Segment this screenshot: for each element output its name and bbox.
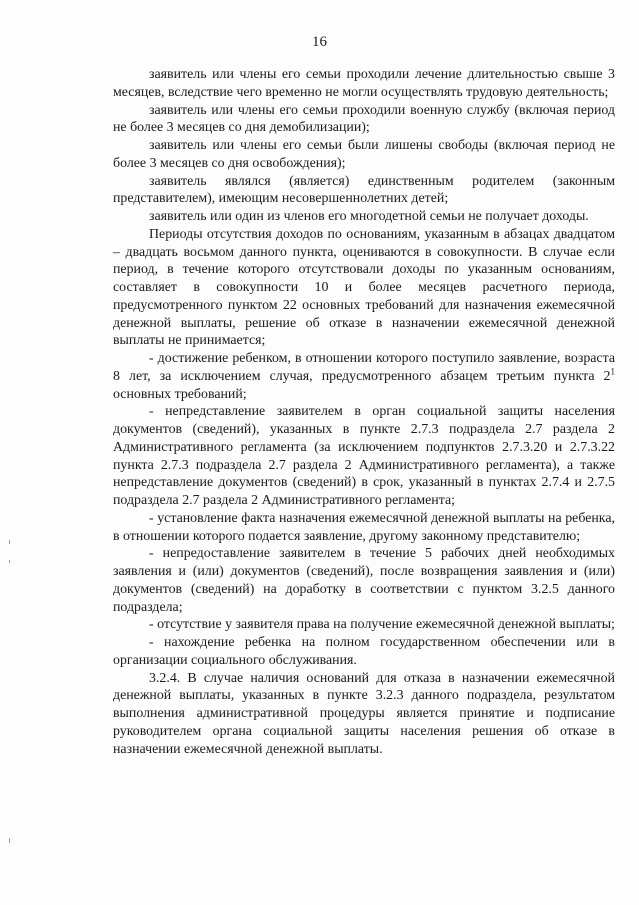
paragraph-state-support: - нахождение ребенка на полном государственном обеспечении или в организации социального обслуживания. [113, 635, 615, 668]
scan-artifact [9, 838, 10, 843]
paragraph-large-family: заявитель или один из членов его многодетной семьи не получает доходы. [149, 209, 589, 224]
footnote-superscript: 1 [610, 366, 615, 377]
document-body [113, 66, 615, 758]
paragraph-imprisonment: заявитель или члены его семьи были лишены свободы (включая период не более 3 месяцев со дня освобождения); [113, 138, 615, 171]
paragraph-no-right: - отсутствие у заявителя права на получение ежемесячной денежной выплаты; [149, 617, 615, 633]
paragraph-child-age: - достижение ребенком, в отношении которого поступило заявление, возраста 8 лет, за исключением случая, предусмотренного абзацем третьим пункта $2^1$ основных требований; [113, 351, 615, 402]
paragraph-military-service: заявитель или члены его семьи проходили военную службу (включая период не более 3 месяцев со дня демобилизации); [113, 102, 615, 136]
paragraph-documents-not-submitted: - непредставление заявителем в орган социальной защиты населения документов (сведений), указанных в пункте 2.7.3 подраздела 2.7 раздела 2 Административного регламента (за исключением подпунктов 2.7.3.20 и 2.7.3.22 пункта 2.7.3 подраздела 2.7 раздела 2 Административного регламента), а также непредставление документов (сведений) в срок, указанный в пунктах 2.7.4 и 2.7.5 подраздела 2.7 раздела 2 Административного регламента; [113, 404, 615, 508]
scan-artifact [9, 540, 10, 544]
paragraph-single-parent: заявитель являлся (является) единственным родителем (законным представителем), имеющим несовершеннолетних детей; [113, 173, 615, 207]
paragraph-payment-already-assigned: - установление факта назначения ежемесячной денежной выплаты на ребенка, в отношении которого подается заявление, другому законному представителю; [113, 510, 615, 544]
paragraph-five-days: - непредоставление заявителем в течение 5 рабочих дней необходимых заявления и (или) документов (сведений), после возвращения заявления и (или) документов (сведений) на доработку в соответствии с пунктом 3.2.5 данного подраздела; [113, 546, 615, 615]
paragraph-income-periods: Периоды отсутствия доходов по основаниям, указанным в абзацах двадцатом – двадцать восьмом данного пункта, оцениваются в совокупности. В случае если период, в течение которого отсутствовали доходы по указанным основаниям, составляет в совокупности 10 и более месяцев расчетного периода, предусмотренного пунктом 22 основных требований для назначения ежемесячной денежной выплаты, решение об отказе в назначении ежемесячной денежной выплаты не принимается; [113, 226, 615, 349]
paragraph-treatment: заявитель или члены его семьи проходили лечение длительностью свыше 3 месяцев, вследствие чего временно не могли осуществлять трудовую деятельность; [113, 67, 615, 100]
scan-artifact [9, 560, 10, 563]
paragraph-3-2-4: 3.2.4. В случае наличия оснований для отказа в назначении ежемесячной денежной выплаты, указанных в пункте 3.2.3 данного подраздела, результатом выполнения административной процедуры является принятие и подписание руководителем органа социальной защиты населения решения об отказе в назначении ежемесячной денежной выплаты. [113, 670, 615, 757]
page-number: 16 [312, 34, 327, 50]
